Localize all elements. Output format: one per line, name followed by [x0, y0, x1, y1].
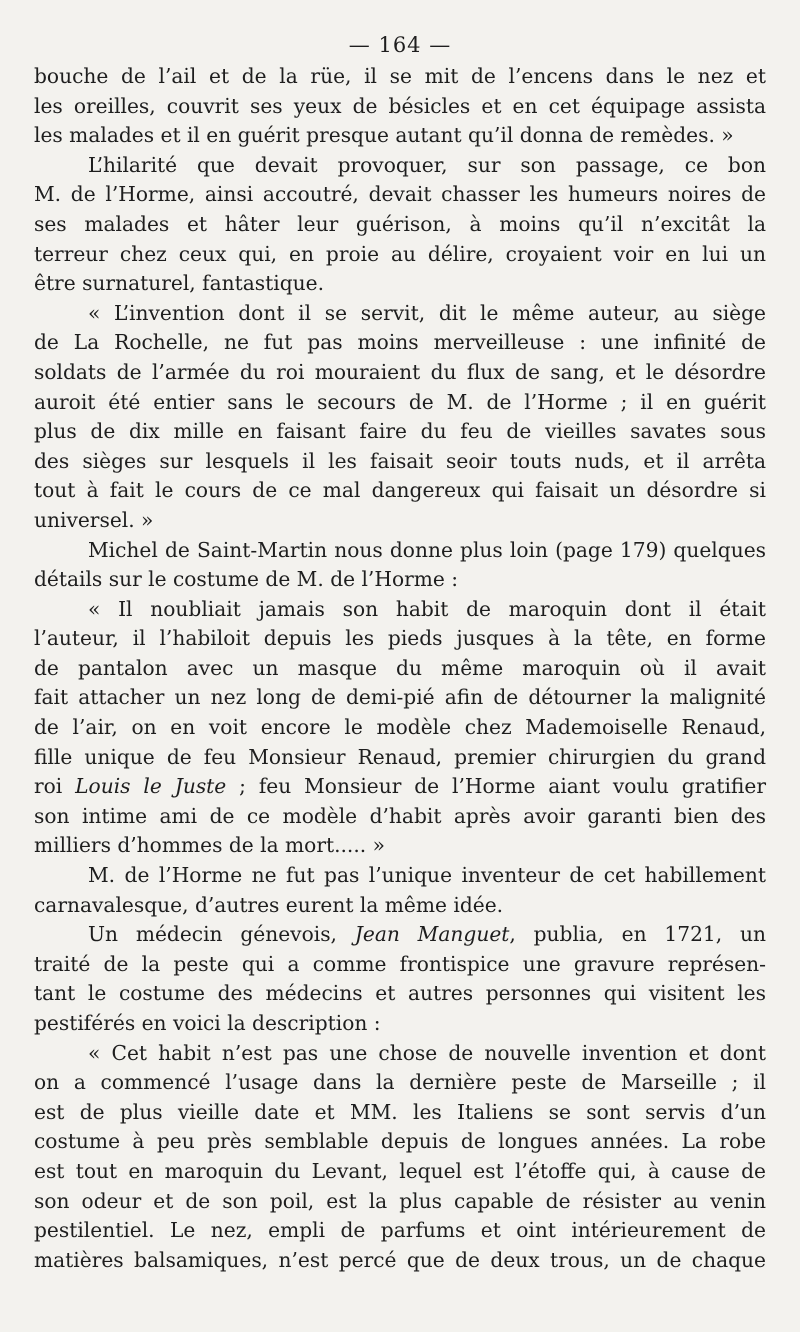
document-page: [34, 28, 766, 1275]
text-line: son odeur et de son poil, est la plus capable de résister au venin: [34, 1188, 766, 1213]
text-line: soldats de l’armée du roi mouraient du flux de sang, et le désordre: [34, 359, 766, 384]
text-line: ses malades et hâter leur guérison, à moins qu’il n’excitât la: [34, 211, 766, 236]
text-line: pestilentiel. Le nez, empli de parfums et oint intérieurement de: [34, 1218, 766, 1243]
text-line: détails sur le costume de M. de l’Horme :: [34, 567, 459, 592]
text-line: est de plus vieille date et MM. les Italiens se sont servis d’un: [34, 1099, 766, 1124]
text-line: M. de l’Horme ne fut pas l’unique inventeur de cet habillement: [88, 863, 766, 888]
italic-name: Jean Manguet: [354, 922, 510, 947]
text-line: tant le costume des médecins et autres personnes qui visitent les: [34, 981, 766, 1006]
text-line: « Il noubliait jamais son habit de maroquin dont il était: [88, 596, 766, 621]
text-line: M. de l’Horme, ainsi accoutré, devait chasser les humeurs noires de: [34, 182, 766, 207]
text-line: Michel de Saint-Martin nous donne plus loin (page 179) quelques: [88, 537, 766, 562]
text-line: tout à fait le cours de ce mal dangereux qui faisait un désordre si: [34, 478, 766, 503]
page-number: — 164 —: [348, 33, 452, 57]
text-line: traité de la peste qui a comme frontispice une gravure représen-: [34, 951, 766, 976]
text-segment: ; feu Monsieur de l’Horme aiant voulu gratifier: [226, 774, 766, 799]
text-line: matières balsamiques, n’est percé que de deux trous, un de chaque: [34, 1247, 766, 1272]
text-line: « Cet habit n’est pas une chose de nouvelle invention et dont: [88, 1040, 766, 1065]
text-line: [34, 772, 766, 802]
text-line: carnavalesque, d’autres eurent la même idée.: [34, 892, 504, 917]
text-line: de l’air, on en voit encore le modèle chez Mademoiselle Renaud,: [34, 715, 766, 740]
text-line: les oreilles, couvrit ses yeux de bésicles et en cet équipage assista: [34, 93, 766, 118]
text-line: plus de dix mille en faisant faire du feu de vieilles savates sous: [34, 419, 766, 444]
text-line: pestiférés en voici la description :: [34, 1011, 381, 1035]
text-line: terreur chez ceux qui, en proie au délire, croyaient voir en lui un: [34, 241, 766, 266]
text-line: son intime ami de ce modèle d’habit après avoir garanti bien des: [34, 803, 766, 828]
text-line: les malades et il en guérit presque autant qu’il donna de remèdes. »: [34, 123, 734, 148]
body-text: [34, 62, 766, 1275]
text-line: fille unique de feu Monsieur Renaud, premier chirurgien du grand: [34, 744, 766, 769]
italic-name: Louis le Juste: [75, 774, 227, 799]
text-segment: roi: [34, 774, 76, 799]
text-line: costume à peu près semblable depuis de longues années. La robe: [34, 1129, 766, 1154]
text-line: de La Rochelle, ne fut pas moins merveilleuse : une infinité de: [34, 330, 766, 355]
text-line: auroit été entier sans le secours de M. de l’Horme ; il en guérit: [34, 389, 766, 414]
text-line: de pantalon avec un masque du même maroquin où il avait: [34, 655, 766, 680]
text-line: « L’invention dont il se servit, dit le même auteur, au siège: [88, 300, 766, 325]
text-line: L’hilarité que devait provoquer, sur son passage, ce bon: [88, 152, 766, 177]
text-line: milliers d’hommes de la mort..... »: [34, 833, 385, 858]
text-line: des sièges sur lesquels il les faisait seoir touts nuds, et il arrêta: [34, 448, 766, 473]
text-line: l’auteur, il l’habiloit depuis les pieds jusques à la tête, en forme: [34, 626, 766, 651]
text-line: universel. »: [34, 507, 154, 532]
text-segment: , publia, en 1721, un: [509, 922, 767, 947]
text-line: on a commencé l’usage dans la dernière peste de Marseille ; il: [34, 1070, 766, 1095]
text-line: fait attacher un nez long de demi-pié afin de détourner la malignité: [34, 685, 766, 710]
text-line: être surnaturel, fantastique.: [34, 271, 324, 296]
text-line: est tout en maroquin du Levant, lequel est l’étoffe qui, à cause de: [34, 1158, 766, 1183]
text-segment: Un médecin génevois,: [88, 922, 355, 947]
text-line: [34, 920, 766, 950]
text-line: bouche de l’ail et de la rüe, il se mit de l’encens dans le nez et: [34, 64, 766, 88]
